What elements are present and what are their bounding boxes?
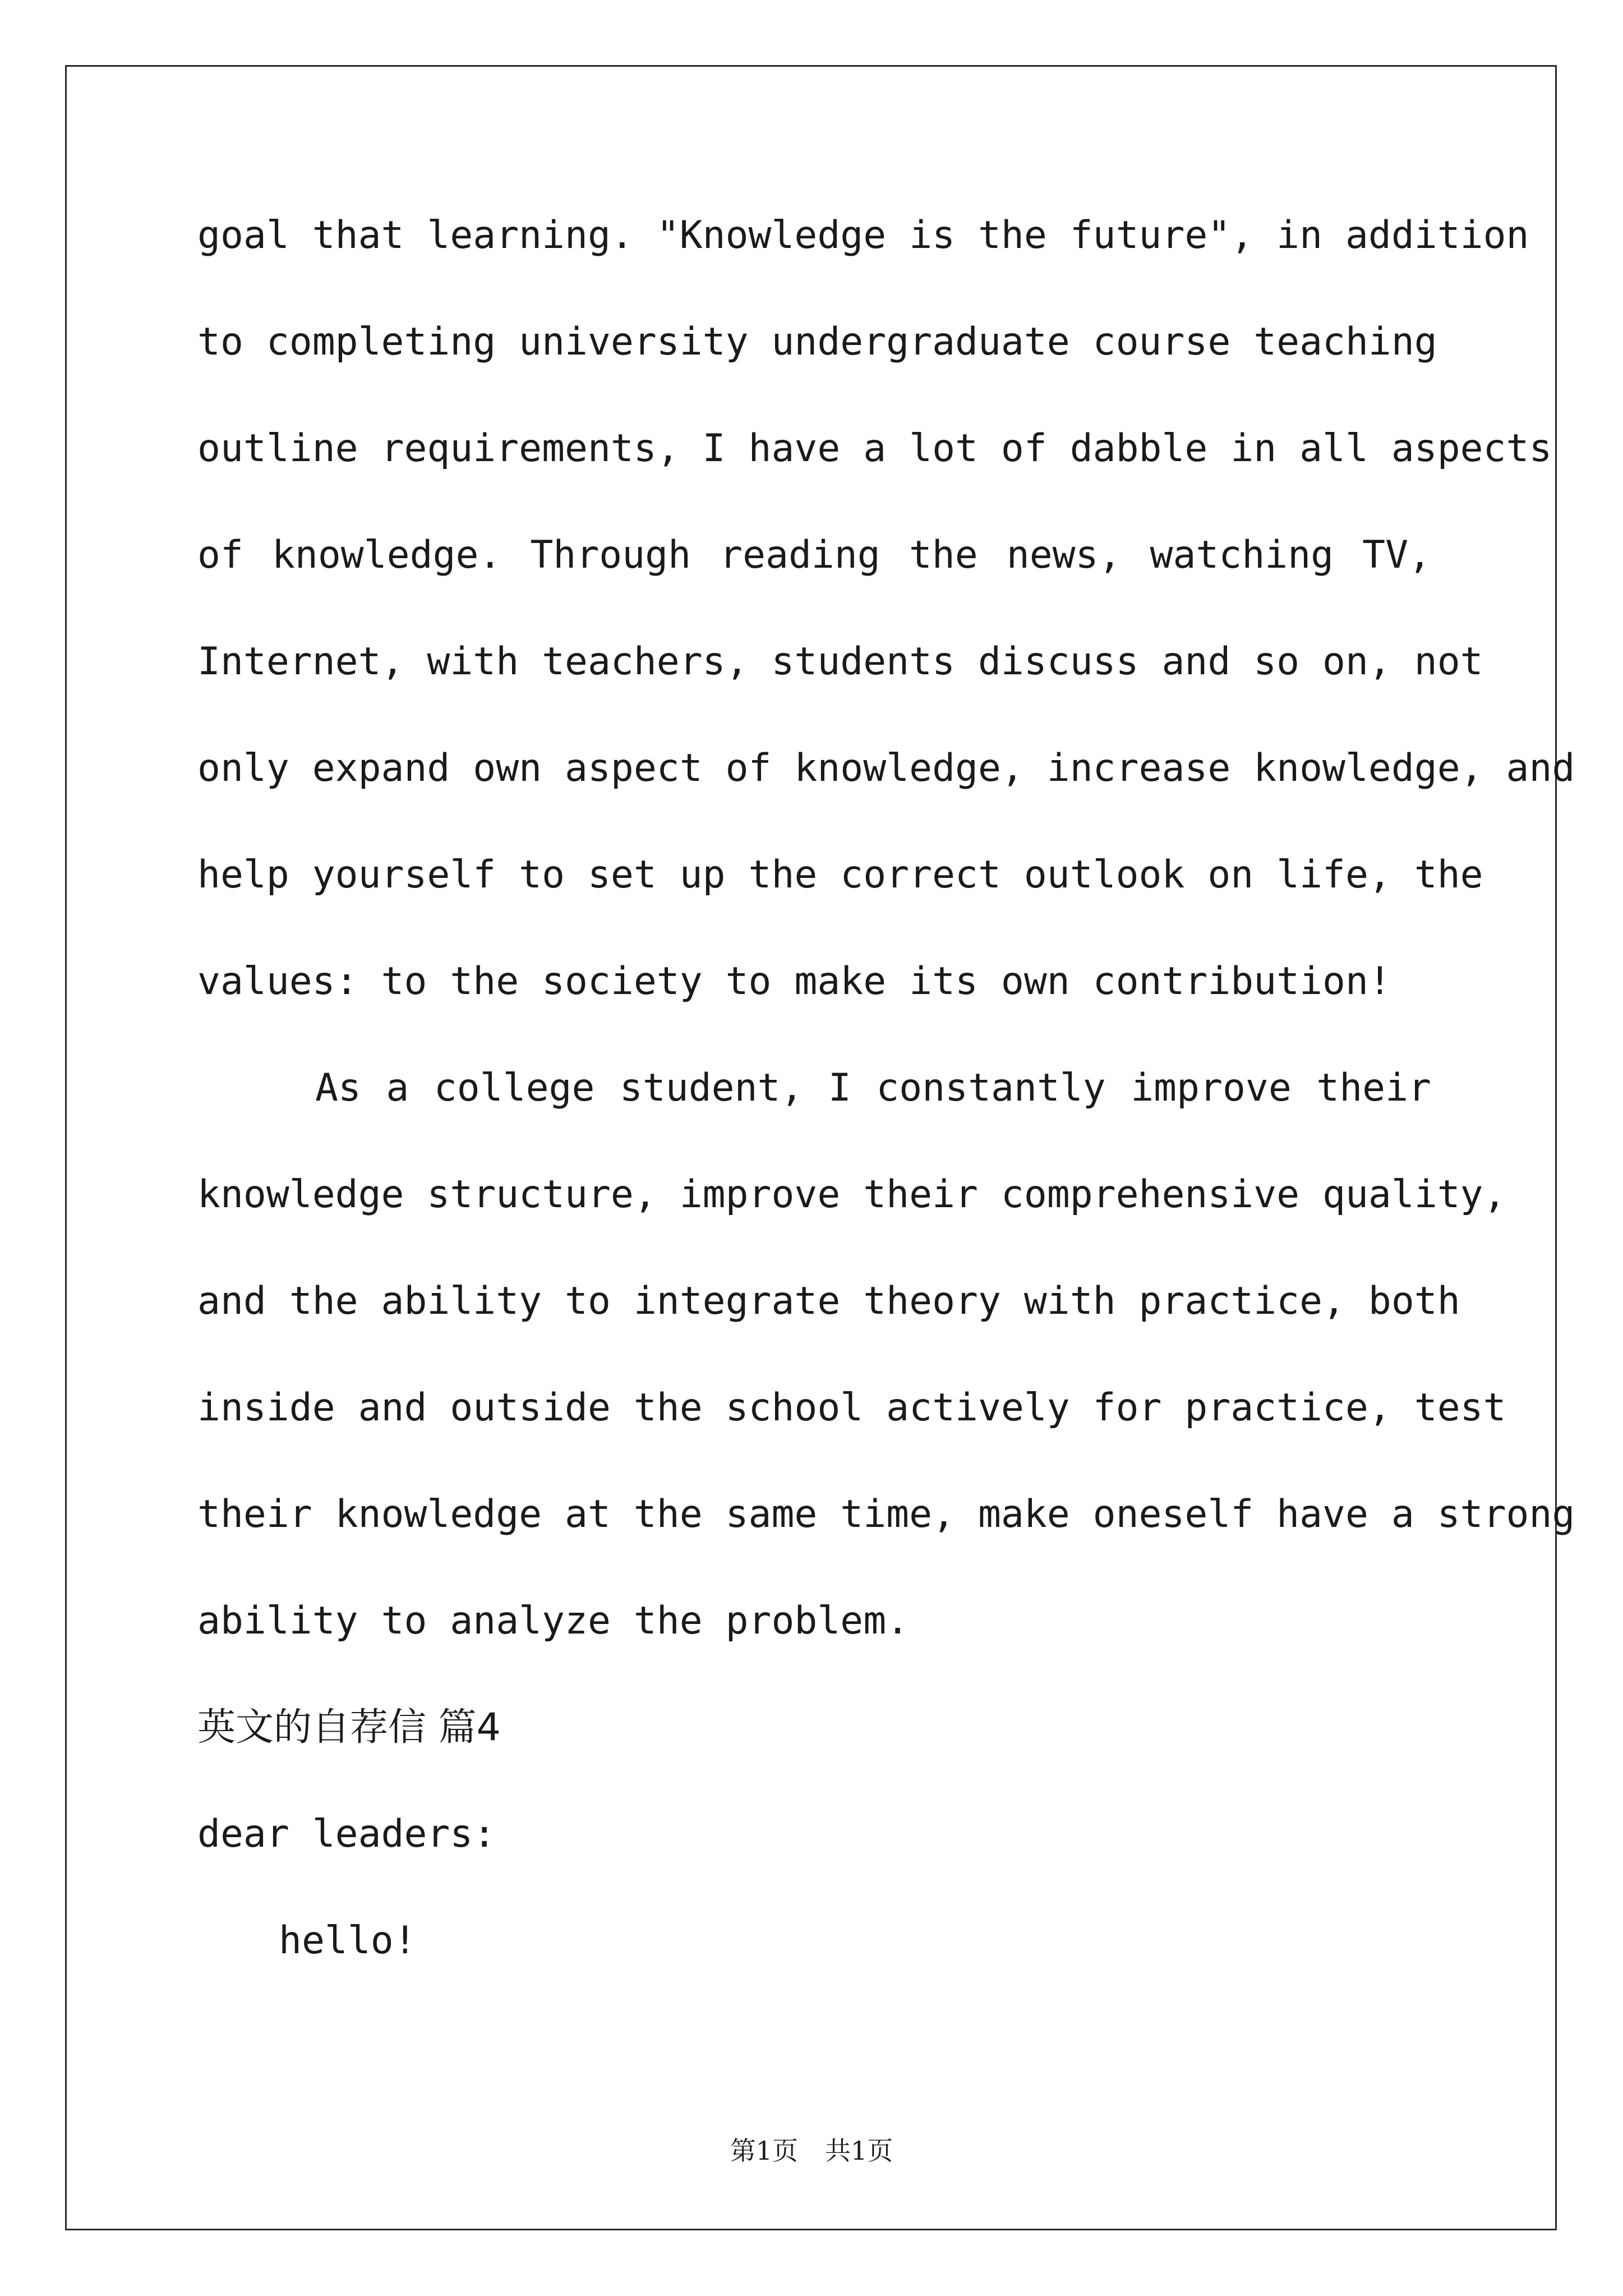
page-number-current: 第1页 xyxy=(730,2136,798,2166)
page-number-total: 共1页 xyxy=(825,2136,893,2166)
body-line: Internet, with teachers, students discuss and so on, not xyxy=(197,639,1483,684)
salutation: dear leaders: xyxy=(197,1812,496,1856)
body-line: their knowledge at the same time, make oneself have a strong xyxy=(197,1492,1575,1536)
body-line: goal that learning. "Knowledge is the future", in addition xyxy=(197,213,1529,257)
body-line: and the ability to integrate theory with practice, both xyxy=(197,1279,1460,1323)
body-line: only expand own aspect of knowledge, increase knowledge, and xyxy=(197,746,1575,790)
body-line: outline requirements, I have a lot of dabble in all aspects xyxy=(197,426,1552,471)
body-line: ability to analyze the problem. xyxy=(197,1599,910,1643)
body-line: help yourself to set up the correct outlook on life, the xyxy=(197,853,1483,897)
body-line: values: to the society to make its own contribution! xyxy=(197,959,1391,1004)
greeting: hello! xyxy=(279,1918,417,1963)
page-border xyxy=(65,65,1575,2230)
body-line: to completing university undergraduate course teaching xyxy=(197,320,1437,364)
body-line: of knowledge. Through reading the news, watching TV, xyxy=(197,533,1431,577)
section-heading: 英文的自荐信 篇4 xyxy=(197,1705,501,1750)
paragraph-first-line: As a college student, I constantly improve their xyxy=(315,1066,1431,1110)
page-footer xyxy=(0,2135,1623,2166)
body-line: inside and outside the school actively for practice, test xyxy=(197,1386,1506,1430)
body-line: knowledge structure, improve their comprehensive quality, xyxy=(197,1172,1506,1217)
